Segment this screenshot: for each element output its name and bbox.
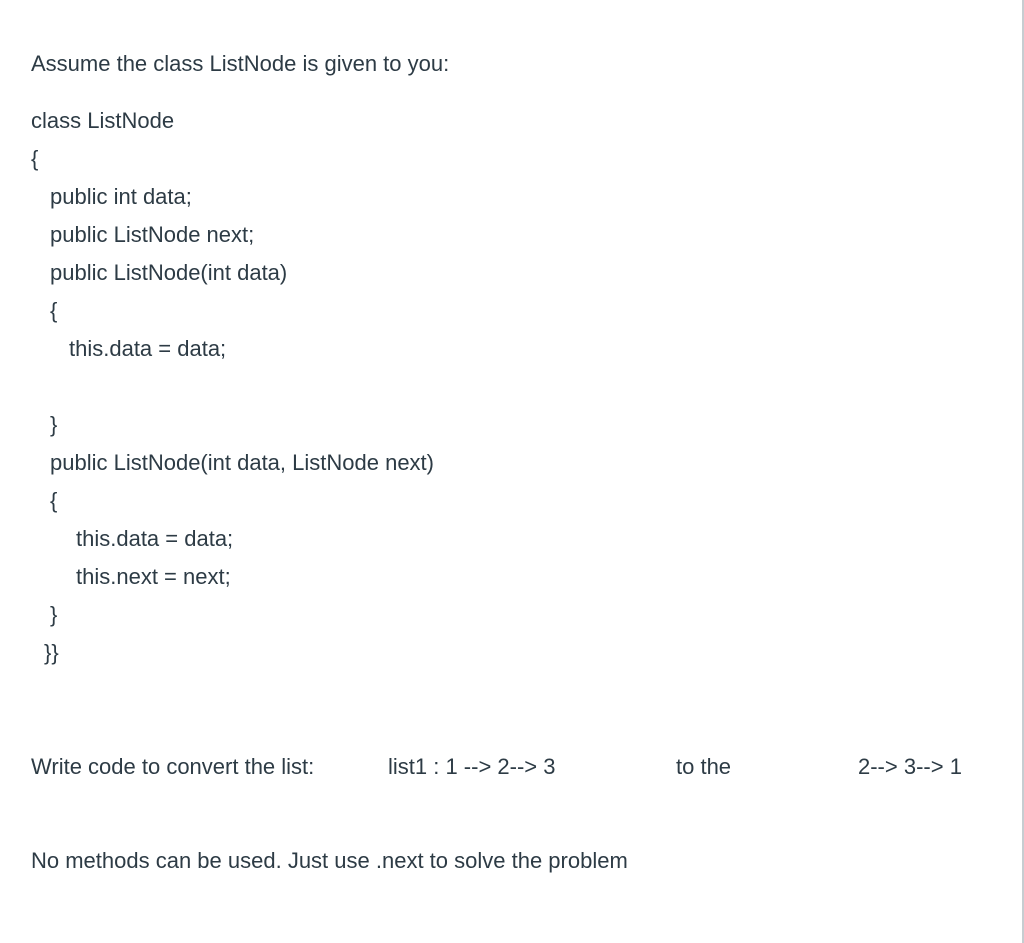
code-constructor1-body: this.data = data;: [69, 336, 227, 361]
task-connector: to the: [676, 754, 732, 779]
code-constructor1-close-brace: }: [50, 412, 58, 437]
code-constructor2-body-data: this.data = data;: [76, 526, 234, 551]
question-intro: Assume the class ListNode is given to you:: [31, 51, 450, 76]
code-constructor2-open-brace: {: [50, 488, 58, 513]
code-constructor2-signature: public ListNode(int data, ListNode next): [50, 450, 434, 475]
code-constructor2-close-brace: }: [50, 602, 58, 627]
code-class-declaration: class ListNode: [31, 108, 175, 133]
code-constructor1-open-brace: {: [50, 298, 58, 323]
code-constructor2-body-next: this.next = next;: [76, 564, 231, 589]
task-source-list: list1 : 1 --> 2--> 3: [388, 754, 556, 779]
code-field-next: public ListNode next;: [50, 222, 255, 247]
code-constructor1-signature: public ListNode(int data): [50, 260, 288, 285]
task-constraint: No methods can be used. Just use .next to solve the problem: [31, 848, 628, 873]
code-class-close-brace: }}: [44, 640, 59, 665]
task-target-list: 2--> 3--> 1: [858, 754, 962, 779]
task-prefix: Write code to convert the list:: [31, 754, 315, 779]
code-class-open-brace: {: [31, 146, 39, 171]
code-field-data: public int data;: [50, 184, 192, 209]
